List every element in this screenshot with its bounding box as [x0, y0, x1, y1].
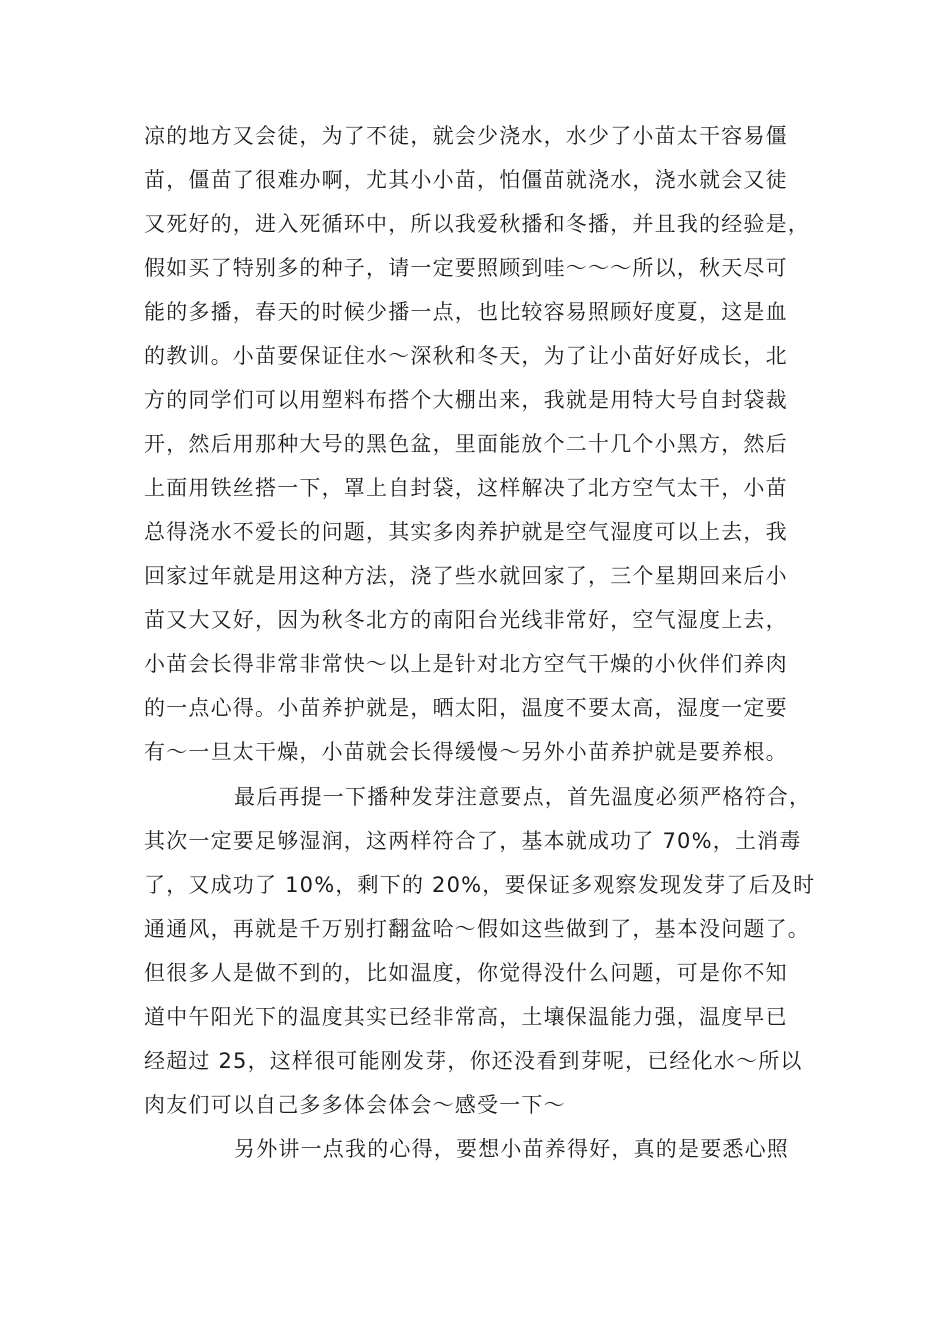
paragraph-first-line: 最后再提一下播种发芽注意要点，首先温度必须严格符合，	[234, 785, 812, 809]
text-line: 开，然后用那种大号的黑色盆，里面能放个二十几个小黑方，然后	[144, 432, 788, 456]
text-line: 方的同学们可以用塑料布搭个大棚出来，我就是用特大号自封袋裁	[144, 388, 788, 412]
text-line: 假如买了特别多的种子，请一定要照顾到哇～～～所以，秋天尽可	[144, 256, 788, 280]
text-line: 小苗会长得非常非常快～以上是针对北方空气干燥的小伙伴们养肉	[144, 652, 788, 676]
text-line: 苗，僵苗了很难办啊，尤其小小苗，怕僵苗就浇水，浇水就会又徒	[144, 168, 788, 192]
text-line: 有～一旦太干燥，小苗就会长得缓慢～另外小苗养护就是要养根。	[144, 740, 788, 764]
text-line: 通通风，再就是千万别打翻盆哈～假如这些做到了，基本没问题了。	[144, 917, 810, 941]
text-line: 又死好的，进入死循环中，所以我爱秋播和冬播，并且我的经验是，	[144, 212, 810, 236]
text-line: 上面用铁丝搭一下，罩上自封袋，这样解决了北方空气太干，小苗	[144, 476, 788, 500]
text-line: 经超过 25，这样很可能刚发芽，你还没看到芽呢，已经化水～所以	[144, 1049, 803, 1073]
text-line: 但很多人是做不到的，比如温度，你觉得没什么问题，可是你不知	[144, 961, 788, 985]
text-line: 肉友们可以自己多多体会体会～感受一下～	[144, 1093, 566, 1117]
text-line: 的一点心得。小苗养护就是，晒太阳，温度不要太高，湿度一定要	[144, 696, 788, 720]
text-line: 的教训。小苗要保证住水～深秋和冬天，为了让小苗好好成长，北	[144, 344, 788, 368]
paragraph-first-line: 另外讲一点我的心得，要想小苗养得好，真的是要悉心照	[234, 1137, 789, 1161]
text-line: 苗又大又好，因为秋冬北方的南阳台光线非常好，空气湿度上去，	[144, 608, 788, 632]
text-line: 其次一定要足够湿润，这两样符合了，基本就成功了 70%，土消毒	[144, 829, 802, 853]
text-line: 总得浇水不爱长的问题，其实多肉养护就是空气湿度可以上去，我	[144, 520, 788, 544]
text-line: 道中午阳光下的温度其实已经非常高，土壤保温能力强，温度早已	[144, 1005, 788, 1029]
text-line: 凉的地方又会徒，为了不徒，就会少浇水，水少了小苗太干容易僵	[144, 124, 788, 148]
text-line: 能的多播，春天的时候少播一点，也比较容易照顾好度夏，这是血	[144, 300, 788, 324]
text-line: 回家过年就是用这种方法，浇了些水就回家了，三个星期回来后小	[144, 564, 788, 588]
text-line: 了，又成功了 10%，剩下的 20%，要保证多观察发现发芽了后及时	[144, 873, 816, 897]
